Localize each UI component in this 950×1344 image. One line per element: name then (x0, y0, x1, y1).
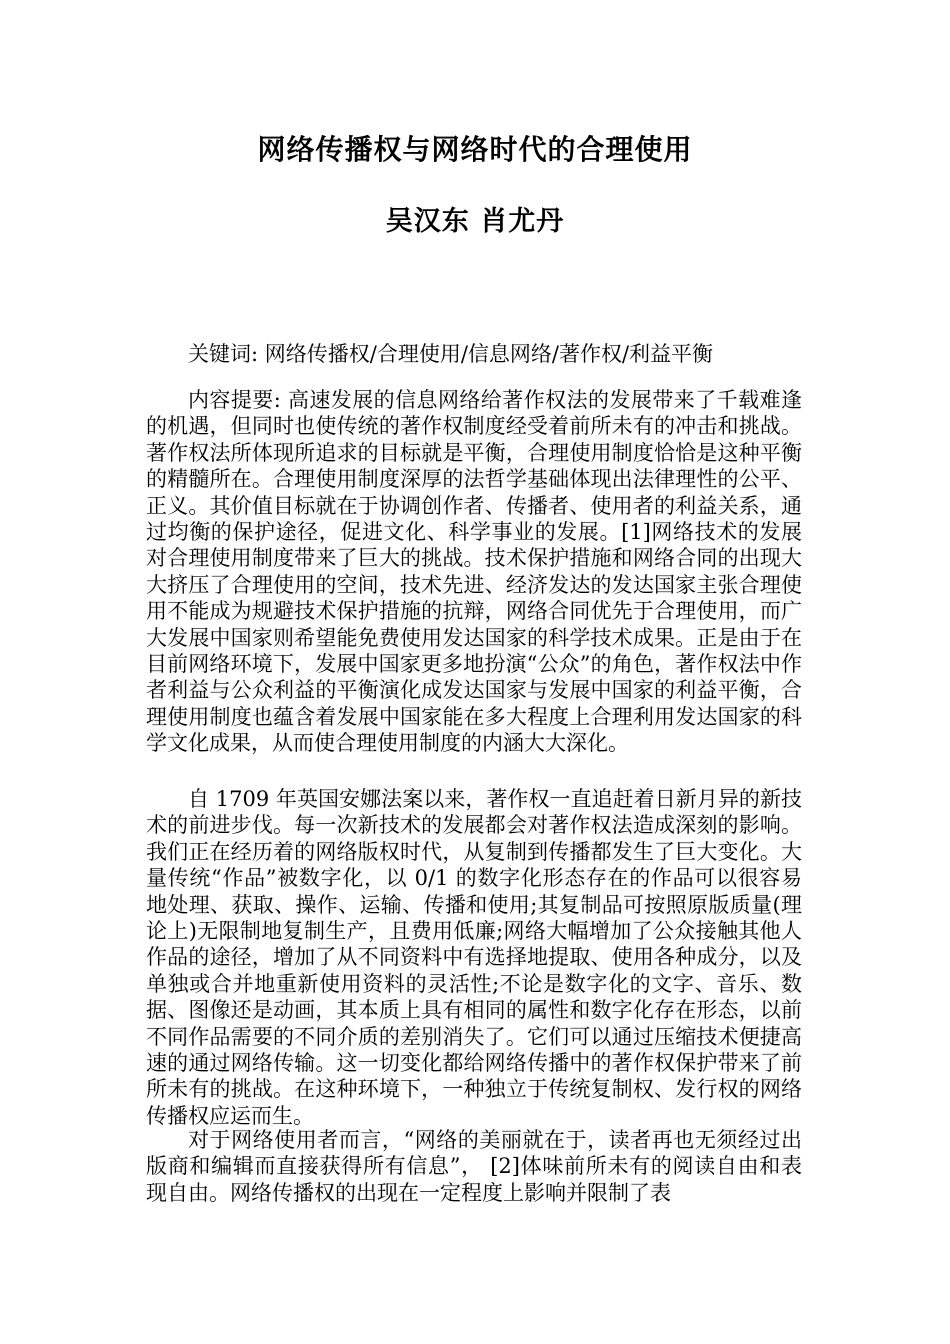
document-authors: 吴汉东 肖尤丹 (385, 206, 565, 237)
body-paragraph-2: 对于网络使用者而言，“网络的美丽就在于，读者再也无须经过出版商和编辑而直接获得所有信息”， [2]体味前所未有的阅读自由和表现自由。网络传播权的出现在一定程度上影响并限制了表 (146, 1128, 802, 1205)
document-title: 网络传播权与网络时代的合理使用 (257, 133, 693, 166)
keywords-line: 关键词: 网络传播权/合理使用/信息网络/著作权/利益平衡 (188, 342, 714, 366)
body-paragraph-1: 自 1709 年英国安娜法案以来，著作权一直追赶着日新月异的新技术的前进步伐。每一次新技术的发展都会对著作权法造成深刻的影响。我们正在经历着的网络版权时代，从复制到传播都发生了巨大变化。大量传统“作品”被数字化，以 0/1 的数字化形态存在的作品可以很容易地处理、获取、操作、运输、传播和使用;其复制品可按照原版质量(理论上)无限制地复制生产，且费用低廉;网络大幅增加了公众接触其他人作品的途径，增加了从不同资料中有选择地提取、使用各种成分，以及单独或合并地重新使用资料的灵活性;不论是数字化的文字、音乐、数据、图像还是动画，其本质上具有相同的属性和数字化存在形态，以前不同作品需要的不同介质的差别消失了。它们可以通过压缩技术便捷高速的通过网络传输。这一切变化都给网络传播中的著作权保护带来了前所未有的挑战。在这种环境下，一种独立于传统复制权、发行权的网络传播权应运而生。 (146, 787, 802, 1128)
abstract-paragraph: 内容提要: 高速发展的信息网络给著作权法的发展带来了千载难逢的机遇，但同时也使传统的著作权制度经受着前所未有的冲击和挑战。著作权法所体现所追求的目标就是平衡，合理使用制度恰恰是这种平衡的精髓所在。合理使用制度深厚的法哲学基础体现出法律理性的公平、正义。其价值目标就在于协调创作者、传播者、使用者的利益关系，通过均衡的保护途径，促进文化、科学事业的发展。[1]网络技术的发展对合理使用制度带来了巨大的挑战。技术保护措施和网络合同的出现大大挤压了合理使用的空间，技术先进、经济发达的发达国家主张合理使用不能成为规避技术保护措施的抗辩，网络合同优先于合理使用，而广大发展中国家则希望能免费使用发达国家的科学技术成果。正是由于在目前网络环境下，发展中国家更多地扮演“公众”的角色，著作权法中作者利益与公众利益的平衡演化成发达国家与发展中国家的利益平衡，合理使用制度也蕴含着发展中国家能在多大程度上合理利用发达国家的科学文化成果，从而使合理使用制度的内涵大大深化。 (146, 388, 802, 756)
